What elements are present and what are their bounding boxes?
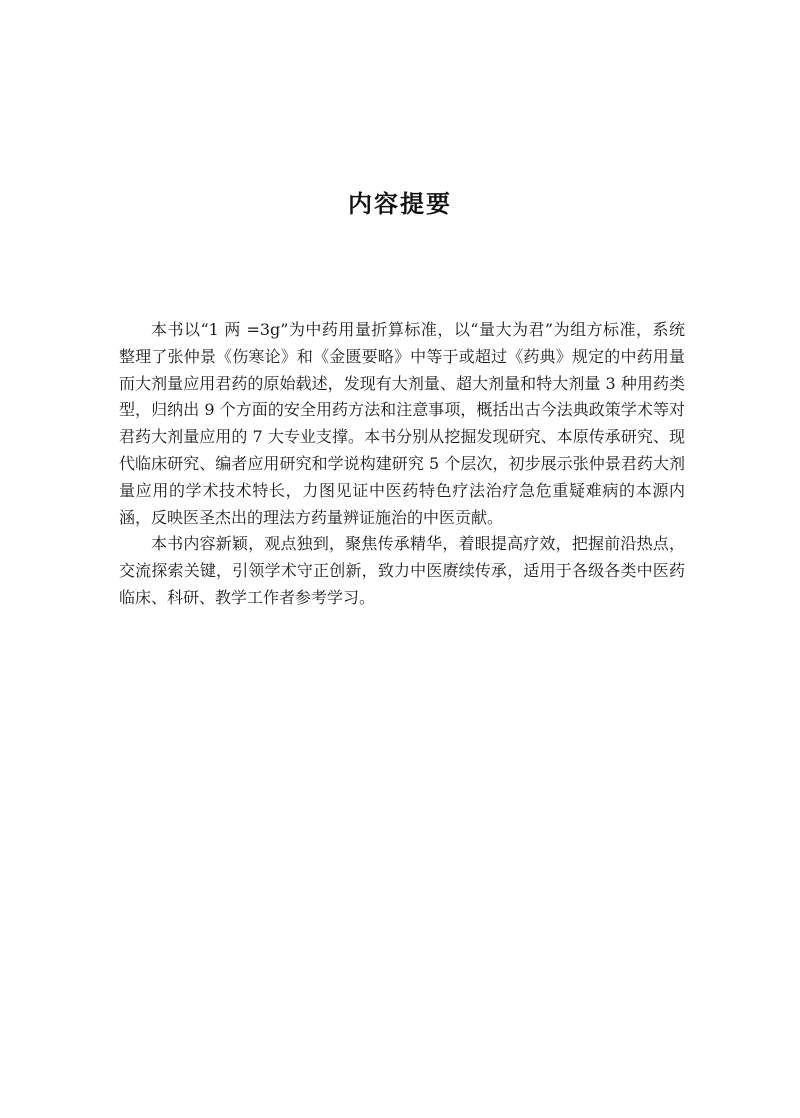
summary-body bbox=[119, 317, 685, 612]
summary-paragraph-1: 本书以“1 两 =3g”为中药用量折算标准，以“量大为君”为组方标准，系统整理了张仲景《伤寒论》和《金匮要略》中等于或超过《药典》规定的中药用量而大剂量应用君药的原始载述，发现有大剂量、超大剂量和特大剂量 3 种用药类型，归纳出 9 个方面的安全用药方法和注意事项，概括出古今法典政策学术等对君药大剂量应用的 7 大专业支撑。本书分别从挖掘发现研究、本原传承研究、现代临床研究、编者应用研究和学说构建研究 5 个层次，初步展示张仲景君药大剂量应用的学术技术特长，力图见证中医药特色疗法治疗急危重疑难病的本源内涵，反映医圣杰出的理法方药量辨证施治的中医贡献。 bbox=[119, 320, 685, 527]
summary-paragraph-2: 本书内容新颖，观点独到，聚焦传承精华，着眼提高疗效，把握前沿热点，交流探索关键，引领学术守正创新，致力中医赓续传承，适用于各级各类中医药临床、科研、教学工作者参考学习。 bbox=[119, 534, 685, 607]
page-title: 内容提要 bbox=[348, 189, 452, 218]
